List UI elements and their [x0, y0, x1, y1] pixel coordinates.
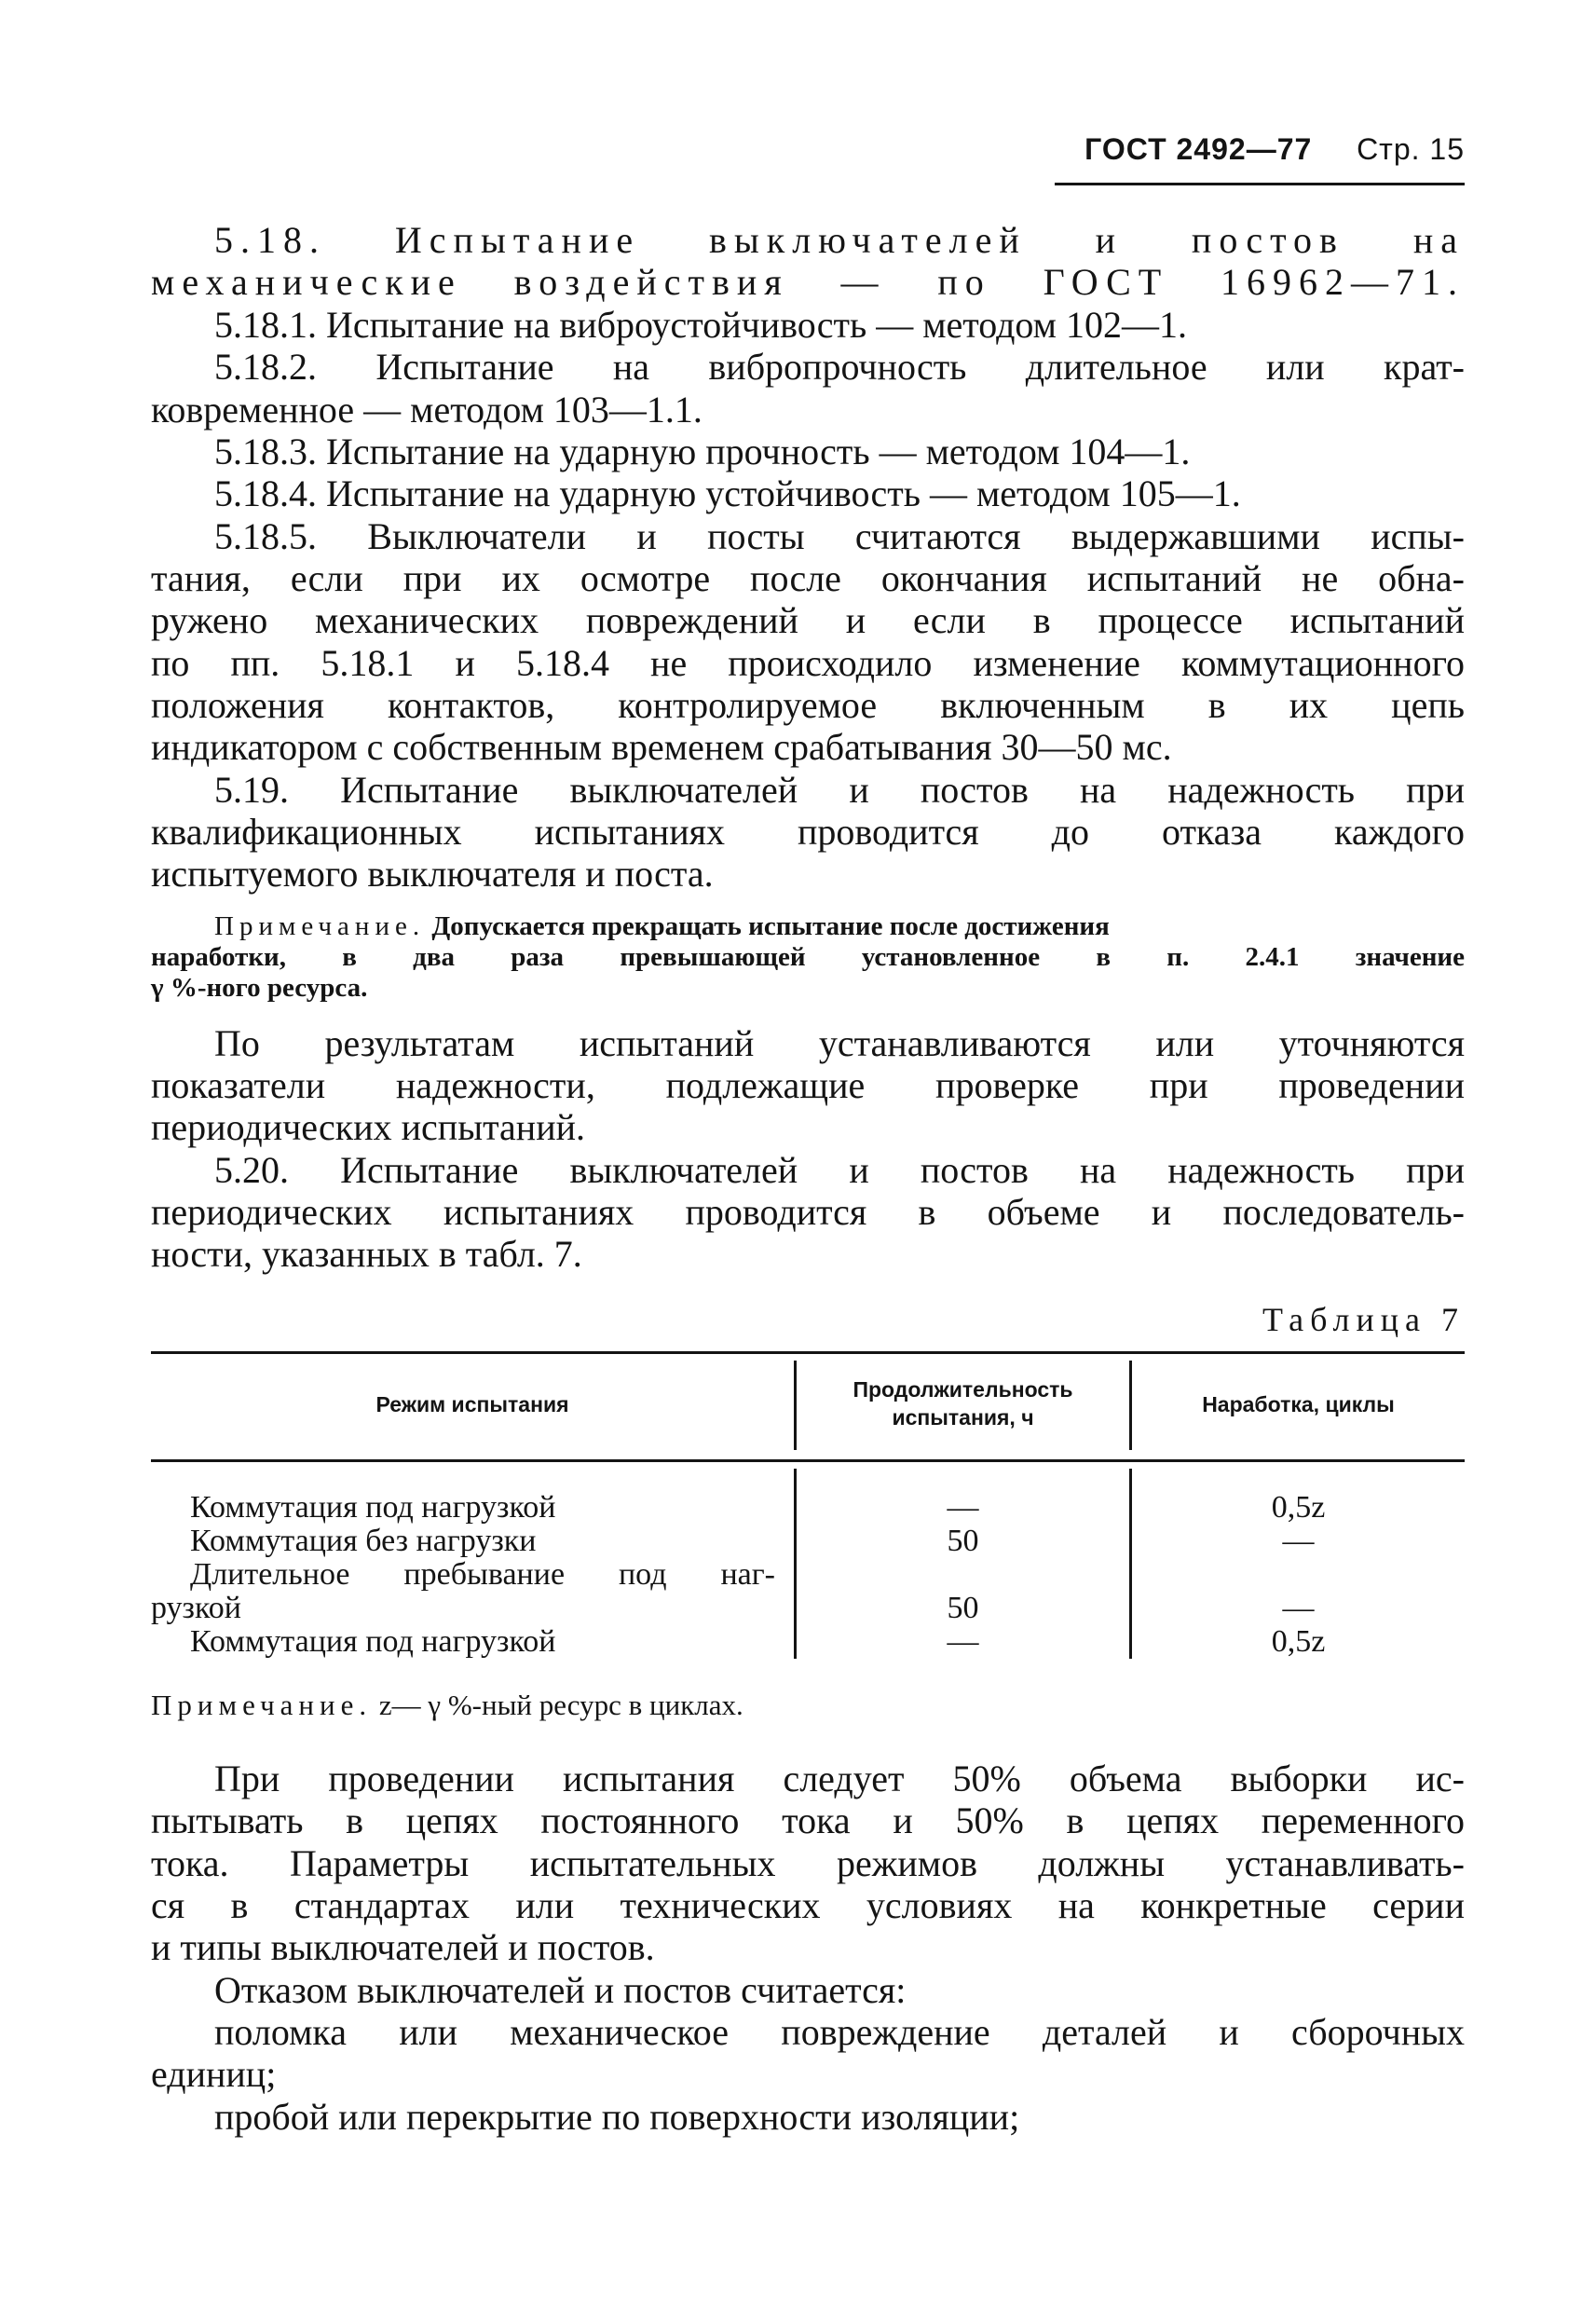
paragraph-line: положения контактов, контролируемое включенным в их цепь	[151, 684, 1465, 726]
paragraph-line: механические воздействия — по ГОСТ 16962—71.	[151, 261, 1465, 303]
paragraph-line: 5.18.5. Выключатели и посты считаются выдержавшими испы-	[214, 515, 1465, 557]
table-cell-duration: 50	[947, 1591, 979, 1625]
paragraph-line: 5.19. Испытание выключателей и постов на надежность при	[214, 769, 1465, 811]
table-cell-cycles: —	[1282, 1524, 1315, 1558]
table-cell-cycles: —	[1282, 1591, 1315, 1625]
table-caption: Таблица 7	[1262, 1301, 1465, 1338]
paragraph-line: квалификационных испытаниях проводится до отказа каждого	[151, 811, 1465, 853]
paragraph-line: тания, если при их осмотре после окончания испытаний не обна-	[151, 557, 1465, 599]
paragraph-line: 5.18.2. Испытание на вибропрочность длительное или крат-	[214, 346, 1465, 388]
paragraph-line: 5.18. Испытание выключателей и постов на	[214, 219, 1465, 261]
paragraph-line: показатели надежности, подлежащие проверке при проведении	[151, 1064, 1465, 1106]
paragraph-line: 5.18.1. Испытание на виброустойчивость — методом 102—1.	[214, 304, 1187, 346]
paragraph-line: поломка или механическое повреждение деталей и сборочных	[214, 2011, 1465, 2053]
paragraph-line: 5.20. Испытание выключателей и постов на надежность при	[214, 1149, 1465, 1191]
paragraph-line: индикатором с собственным временем срабатывания 30—50 мс.	[151, 726, 1172, 768]
paragraph-line: пробой или перекрытие по поверхности изоляции;	[214, 2096, 1020, 2138]
table-note-tag: Примечание.	[151, 1689, 373, 1721]
table-cell-duration: —	[947, 1490, 979, 1525]
table-cell-mode: Длительное пребывание под наг-	[190, 1557, 775, 1592]
page-header	[1084, 132, 1465, 167]
paragraph-line: 5.18.4. Испытание на ударную устойчивость — методом 105—1.	[214, 472, 1241, 514]
paragraph-line: ружено механических повреждений и если в процессе испытаний	[151, 599, 1465, 641]
table-cell-cycles: 0,5z	[1271, 1624, 1326, 1659]
paragraph-line: пытывать в цепях постоянного тока и 50% в цепях переменного	[151, 1799, 1465, 1841]
note-text: Допускается прекращать испытание после достижения	[431, 911, 1110, 941]
table-cell-cycles: 0,5z	[1271, 1490, 1326, 1525]
table-header-mode: Режим испытания	[375, 1392, 569, 1416]
header-rule	[1055, 183, 1465, 185]
paragraph-line: ковременное — методом 103—1.1.	[151, 389, 703, 431]
paragraph-line: ся в стандартах или технических условиях на конкретные серии	[151, 1884, 1465, 1926]
note-line: γ %-ного ресурса.	[151, 973, 368, 1003]
paragraph-line: тока. Параметры испытательных режимов должны устанавливать-	[151, 1842, 1465, 1884]
doc-ref: ГОСТ 2492—77	[1084, 132, 1313, 166]
paragraph-line: периодических испытаниях проводится в объеме и последователь-	[151, 1191, 1465, 1233]
note-tag: Примечание.	[214, 911, 426, 941]
paragraph-line: ности, указанных в табл. 7.	[151, 1233, 582, 1275]
paragraph-line: Отказом выключателей и постов считается:	[214, 1969, 907, 2011]
paragraph-line: 5.18.3. Испытание на ударную прочность — методом 104—1.	[214, 431, 1191, 472]
table-header-rule	[151, 1459, 1465, 1462]
table-note-text: z— γ %-ный ресурс в циклах.	[378, 1689, 743, 1721]
table-cell-duration: 50	[947, 1524, 979, 1558]
table-header-duration	[797, 1375, 1129, 1431]
page-number: Стр. 15	[1357, 132, 1465, 166]
note-line: наработки, в два раза превышающей установленное в п. 2.4.1 значение	[151, 942, 1465, 972]
paragraph-line: испытуемого выключателя и поста.	[151, 853, 714, 895]
table-top-rule	[151, 1351, 1465, 1354]
paragraph-line: единиц;	[151, 2053, 277, 2095]
paragraph-line: По результатам испытаний устанавливаются или уточняются	[214, 1022, 1465, 1064]
table-cell-mode-continued: рузкой	[151, 1591, 241, 1625]
paragraph-line: периодических испытаний.	[151, 1106, 586, 1148]
table-cell-duration: —	[947, 1624, 979, 1659]
table-note	[151, 1685, 1465, 1726]
table-cell-mode: Коммутация под нагрузкой	[190, 1624, 556, 1659]
paragraph-line: по пп. 5.18.1 и 5.18.4 не происходило изменение коммутационного	[151, 642, 1465, 684]
table-cell-mode: Коммутация без нагрузки	[190, 1524, 537, 1558]
table-header-duration-line: Продолжительность	[853, 1377, 1073, 1402]
paragraph-line: и типы выключателей и постов.	[151, 1926, 655, 1968]
note-line	[151, 911, 1465, 941]
paragraph-line: При проведении испытания следует 50% объема выборки ис-	[214, 1758, 1465, 1799]
table-header-duration-line: испытания, ч	[892, 1405, 1034, 1430]
table-header-cycles: Наработка, циклы	[1202, 1392, 1395, 1416]
table-cell-mode: Коммутация под нагрузкой	[190, 1490, 556, 1525]
